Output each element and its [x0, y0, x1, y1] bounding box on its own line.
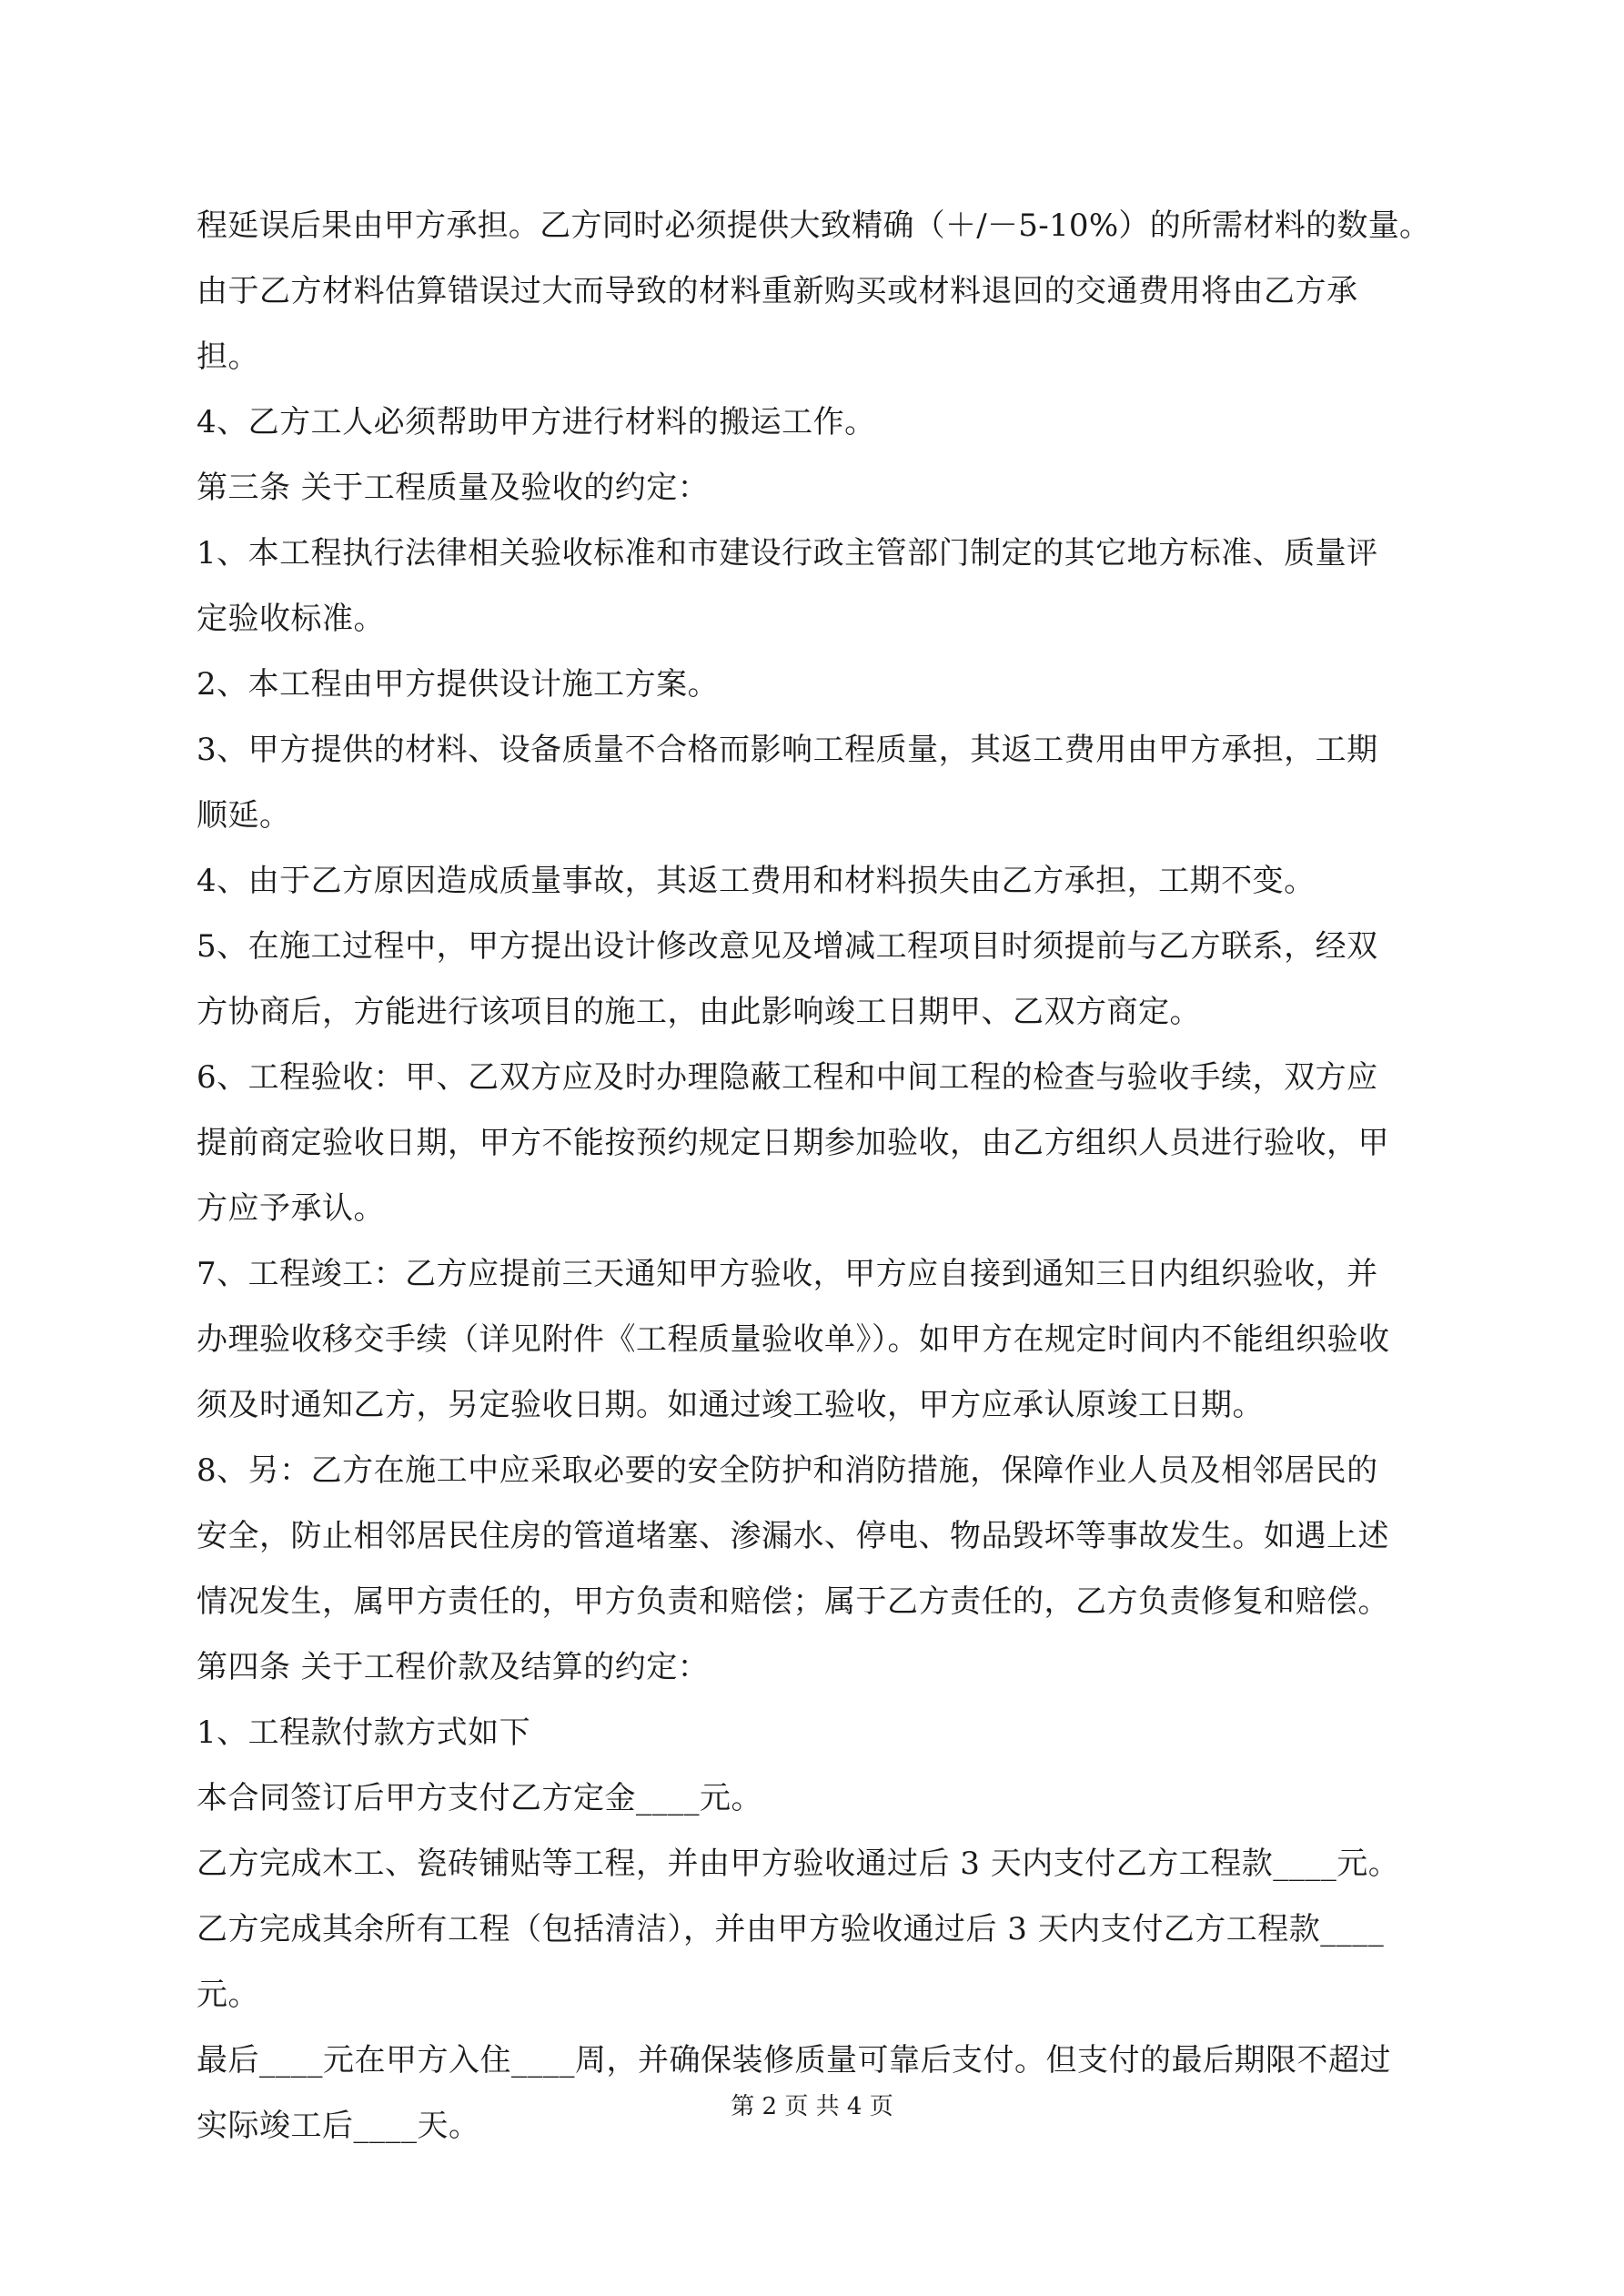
paragraph-p-3-4 — [197, 848, 1430, 914]
paragraph-line: 情况发生，属甲方责任的，甲方负责和赔偿；属于乙方责任的，乙方负责修复和赔偿。 — [197, 1583, 1389, 1620]
paragraph-line: 4、乙方工人必须帮助甲方进行材料的搬运工作。 — [197, 404, 876, 440]
paragraph-p-payment-3 — [197, 1896, 1430, 2028]
paragraph-p-4-1 — [197, 1700, 1430, 1765]
paragraph-line: 乙方完成木工、瓷砖铺贴等工程，并由甲方验收通过后 3 天内支付乙方工程款____元。 — [197, 1846, 1400, 1882]
paragraph-line: 第四条 关于工程价款及结算的约定： — [197, 1649, 710, 1685]
paragraph-p-3-8 — [197, 1438, 1430, 1634]
paragraph-p-3-6 — [197, 1045, 1430, 1241]
paragraph-p-4-material-transport — [197, 389, 1430, 455]
paragraph-line: 程延误后果由甲方承担。乙方同时必须提供大致精确（＋/－5-10%）的所需材料的数量。 — [197, 207, 1431, 244]
paragraph-line: 7、工程竣工：乙方应提前三天通知甲方验收，甲方应自接到通知三日内组织验收，并 — [197, 1256, 1378, 1292]
paragraph-line: 本合同签订后甲方支付乙方定金____元。 — [197, 1780, 762, 1816]
paragraph-line: 3、甲方提供的材料、设备质量不合格而影响工程质量，其返工费用由甲方承担，工期 — [197, 732, 1378, 768]
paragraph-p-material-accuracy — [197, 193, 1430, 389]
paragraph-line: 1、本工程执行法律相关验收标准和市建设行政主管部门制定的其它地方标准、质量评 — [197, 535, 1378, 571]
paragraph-line: 5、在施工过程中，甲方提出设计修改意见及增减工程项目时须提前与乙方联系，经双 — [197, 928, 1378, 965]
paragraph-p-3-5 — [197, 914, 1430, 1045]
paragraph-p-article-4-heading — [197, 1634, 1430, 1700]
paragraph-line: 担。 — [197, 339, 259, 375]
paragraph-line: 乙方完成其余所有工程（包括清洁），并由甲方验收通过后 3 天内支付乙方工程款____ — [197, 1911, 1385, 1947]
page-footer: 第 2 页 共 4 页 — [731, 2093, 893, 2120]
paragraph-line: 第三条 关于工程质量及验收的约定： — [197, 470, 710, 506]
paragraph-line: 元。 — [197, 1977, 259, 2013]
paragraph-line: 办理验收移交手续（详见附件《工程质量验收单》）。如甲方在规定时间内不能组织验收 — [197, 1321, 1390, 1358]
paragraph-line: 2、本工程由甲方提供设计施工方案。 — [197, 666, 720, 703]
paragraph-line: 方协商后，方能进行该项目的施工，由此影响竣工日期甲、乙双方商定。 — [197, 994, 1201, 1030]
paragraph-line: 8、另：乙方在施工中应采取必要的安全防护和消防措施，保障作业人员及相邻居民的 — [197, 1452, 1378, 1489]
paragraph-line: 4、由于乙方原因造成质量事故，其返工费用和材料损失由乙方承担，工期不变。 — [197, 863, 1316, 899]
paragraph-line: 由于乙方材料估算错误过大而导致的材料重新购买或材料退回的交通费用将由乙方承 — [197, 273, 1358, 309]
paragraph-line: 定验收标准。 — [197, 601, 385, 637]
paragraph-line: 顺延。 — [197, 797, 291, 834]
paragraph-p-deposit — [197, 1765, 1430, 1831]
paragraph-p-article-3-heading — [197, 455, 1430, 521]
paragraph-p-3-2 — [197, 652, 1430, 717]
paragraph-line: 须及时通知乙方，另定验收日期。如通过竣工验收，甲方应承认原竣工日期。 — [197, 1387, 1264, 1423]
paragraph-line: 1、工程款付款方式如下 — [197, 1714, 531, 1751]
paragraph-line: 最后____元在甲方入住____周，并确保装修质量可靠后支付。但支付的最后期限不超过 — [197, 2042, 1391, 2079]
paragraph-p-3-7 — [197, 1241, 1430, 1438]
document-body — [197, 193, 1430, 2159]
paragraph-p-payment-2 — [197, 1831, 1430, 1896]
paragraph-line: 安全，防止相邻居民住房的管道堵塞、渗漏水、停电、物品毁坏等事故发生。如遇上述 — [197, 1518, 1389, 1554]
paragraph-p-3-3 — [197, 717, 1430, 848]
paragraph-line: 实际竣工后____天。 — [197, 2108, 480, 2144]
paragraph-line: 方应予承认。 — [197, 1190, 385, 1227]
paragraph-p-3-1 — [197, 521, 1430, 652]
paragraph-line: 提前商定验收日期，甲方不能按预约规定日期参加验收，由乙方组织人员进行验收，甲 — [197, 1125, 1389, 1161]
paragraph-line: 6、工程验收：甲、乙双方应及时办理隐蔽工程和中间工程的检查与验收手续，双方应 — [197, 1059, 1378, 1096]
